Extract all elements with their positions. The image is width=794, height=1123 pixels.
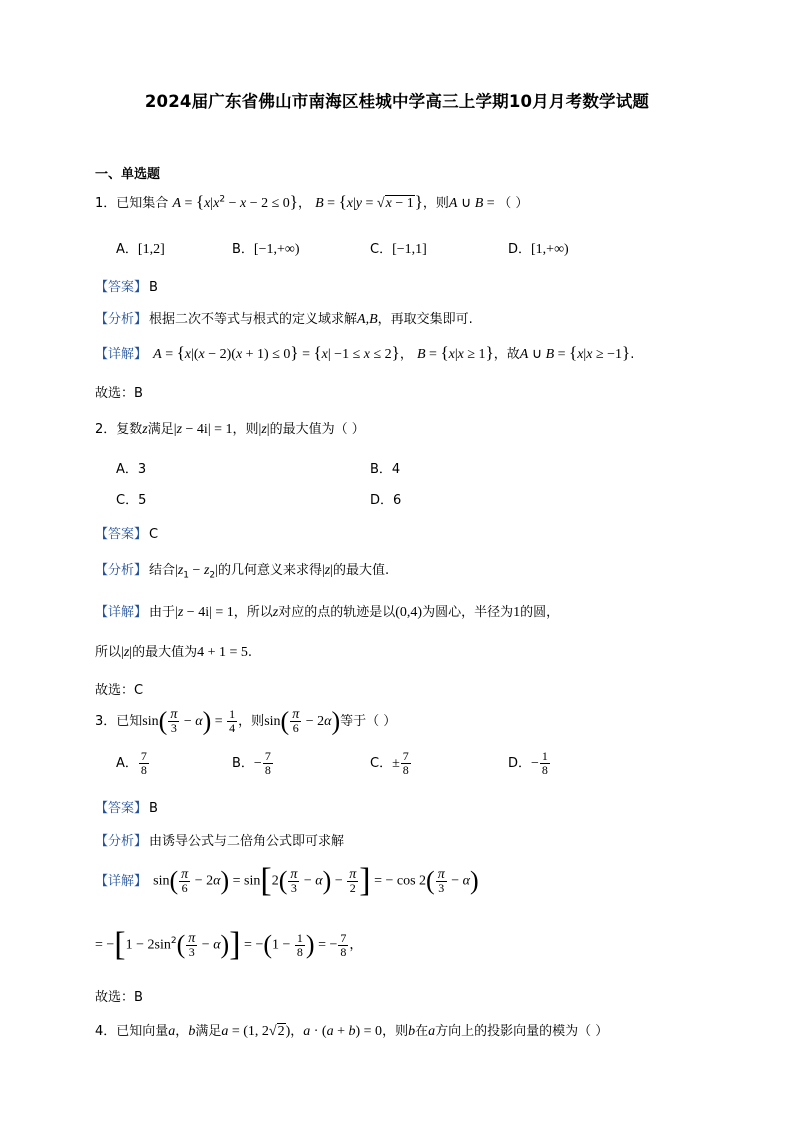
page-title: 2024届广东省佛山市南海区桂城中学高三上学期10月月考数学试题 — [144, 92, 650, 111]
choose-3: 故选：B — [95, 990, 143, 1005]
detail-2: 【详解】 由于|z − 4i| = 1，所以z对应的点的轨迹是以(0,4)为圆心，半径为1的圆， — [95, 605, 560, 620]
option-b: B．− $\frac{7}{8}$ — [232, 749, 271, 777]
choose-1: 故选：B — [95, 386, 143, 401]
answer-1: 【答案】 B — [95, 280, 158, 295]
option-d: D．− $\frac{1}{8}$ — [508, 749, 548, 777]
option-d: D．[1,+∞) — [508, 242, 569, 257]
option-a: A．[1,2] — [116, 242, 165, 257]
question-number: 3． — [95, 714, 117, 729]
question-number: 4． — [95, 1024, 117, 1039]
option-c: C．[−1,1] — [370, 242, 427, 257]
option-c: C．± $\frac{7}{8}$ — [370, 749, 409, 777]
math-expression: A — [172, 196, 181, 211]
analysis-2: 【分析】 结合$|z_1 - z_2|$的几何意义来求得|z|的最大值. — [95, 563, 390, 581]
detail-2-line-2: 所以|z|的最大值为4 + 1 = 5. — [95, 645, 253, 660]
choose-2: 故选：C — [95, 683, 144, 698]
question-text: 已知集合 — [116, 196, 169, 211]
question-3: 3．已知sin( $\frac{\pi}{3}$ − α) = $\frac{1}{4}$ ，则sin( $\frac{\pi}{6}$ − 2α)等于（ ） — [95, 706, 397, 736]
option-a: A．3 — [116, 462, 147, 477]
detail-1: 【详解】 A = {x|(x − 2)(x + 1) ≤ 0} = {x| −1 ≤ x ≤ 2}， B = {x|x ≥ 1}，故A ∪ B = {x|x ≥ −1}. — [95, 343, 635, 362]
section-heading: 一、单选题 — [95, 167, 161, 182]
answer-2: 【答案】 C — [95, 527, 159, 542]
question-number: 1． — [95, 196, 117, 211]
option-b: B．4 — [370, 462, 401, 477]
analysis-1: 【分析】 根据二次不等式与根式的定义域求解A,B，再取交集即可. — [95, 312, 473, 327]
question-number: 2． — [95, 422, 117, 437]
option-b: B．[−1,+∞) — [232, 242, 300, 257]
question-4: 4．已知向量a，b满足a = (1, 2√2)，a · (a + b) = 0，则b在a方向上的投影向量的模为（ ） — [95, 1024, 609, 1039]
detail-3: 【详解】 sin( $\frac{\pi}{6}$ − 2α) = sin[2( $\frac{\pi}{3}$ − α) − $\frac{\pi}{2}$ ] = − cos 2( $\frac{\pi}{3}$ − α) — [95, 862, 479, 899]
option-a: A． $\frac{7}{8}$ — [116, 749, 147, 777]
detail-3-line-2: = $-[1 - 2\sin^2$( $\frac{\pi}{3}$ − α)] = −(1 − $\frac{1}{8}$ ) = − $\frac{7}{8}$ ， — [95, 926, 363, 963]
option-c: C．5 — [116, 493, 147, 508]
option-d: D．6 — [370, 493, 402, 508]
question-1: 1．已知集合 $A = \{x|x^2 - x - 2 \le 0\}$， B = {x|y = √x − 1}，则A ∪ B = （ ） — [95, 192, 529, 211]
question-2: 2．复数z满足|z − 4i| = 1，则|z|的最大值为（ ） — [95, 422, 365, 437]
answer-3: 【答案】 B — [95, 801, 158, 816]
analysis-3: 【分析】 由诱导公式与二倍角公式即可求解 — [95, 834, 345, 849]
